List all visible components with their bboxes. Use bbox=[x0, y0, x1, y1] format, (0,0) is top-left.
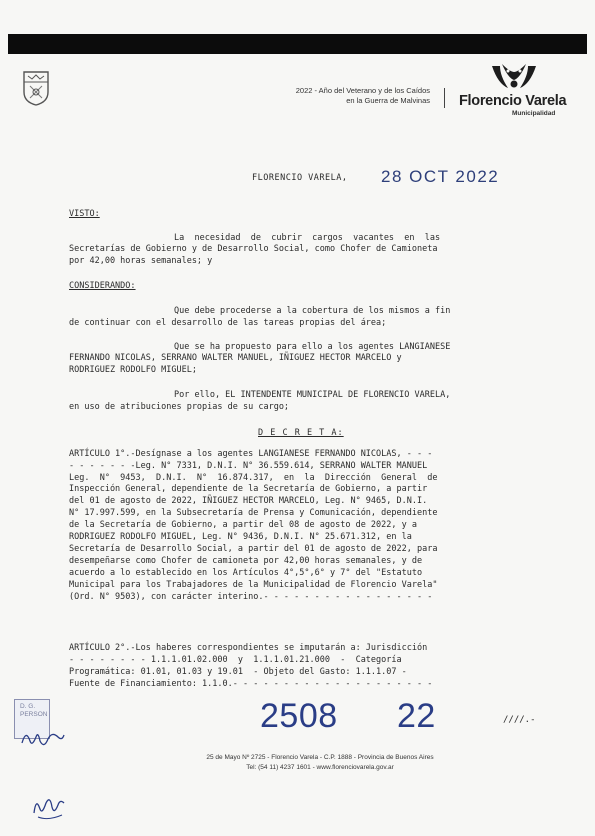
dg-stamp-line-1: D. G. bbox=[20, 703, 36, 710]
article-2-line-1: ARTÍCULO 2°.-Los haberes correspondientes se imputarán a: Jurisdicción bbox=[69, 643, 428, 653]
considerando-heading: CONSIDERANDO: bbox=[69, 281, 136, 291]
visto-line-2: Secretarías de Gobierno y de Desarrollo Social, como Chofer de Camioneta bbox=[69, 244, 438, 254]
brand-name: Florencio Varela bbox=[459, 93, 567, 109]
visto-heading: VISTO: bbox=[69, 209, 100, 219]
decreta-heading: D E C R E T A: bbox=[258, 428, 344, 438]
article-1-line-6: N° 17.997.599, en la Subsecretaría de Prensa y Comunicación, dependiente bbox=[69, 508, 438, 518]
dg-stamp-label bbox=[20, 703, 47, 719]
article-1-line-13: (Ord. N° 9503), con carácter interino.- - - - - - - - - - - - - - - - - bbox=[69, 592, 433, 602]
dg-stamp-line-2: PERSON bbox=[20, 711, 48, 718]
year-motto bbox=[230, 86, 430, 106]
decree-tail-marks: ////.- bbox=[503, 715, 536, 725]
municipal-seal-icon bbox=[22, 70, 50, 106]
considerando-1-line-1: Que debe procederse a la cobertura de los mismos a fin bbox=[174, 306, 451, 316]
considerando-2-line-3: RODRIGUEZ RODOLFO MIGUEL; bbox=[69, 365, 197, 375]
decree-year: 22 bbox=[397, 697, 436, 735]
header-divider bbox=[444, 88, 445, 108]
article-1-line-8: RODRIGUEZ RODOLFO MIGUEL, Leg. N° 9436, D.N.I. N° 25.671.312, en la bbox=[69, 532, 412, 542]
article-2-line-3: Programática: 01.01, 01.03 y 19.01 - Objeto del Gasto: 1.1.1.07 - bbox=[69, 667, 407, 677]
article-1-line-7: de la Secretaría de Gobierno, a partir del 08 de agosto de 2022, y a bbox=[69, 520, 417, 530]
year-motto-line2: en la Guerra de Malvinas bbox=[346, 96, 430, 105]
considerando-1-line-2: de continuar con el desarrollo de las tareas propias del área; bbox=[69, 318, 387, 328]
place-label: FLORENCIO VARELA, bbox=[252, 173, 348, 183]
considerando-2-line-1: Que se ha propuesto para ello a los agentes LANGIANESE bbox=[174, 342, 451, 352]
visto-line-3: por 42,00 horas semanales; y bbox=[69, 256, 213, 266]
decree-number: 2508 bbox=[260, 697, 338, 735]
article-1-line-12: Municipal para los Trabajadores de la Municipalidad de Florencio Varela" bbox=[69, 580, 438, 590]
footer-address: 25 de Mayo Nº 2725 - Florencio Varela - C.P. 1888 - Provincia de Buenos Aires bbox=[206, 754, 434, 761]
date-stamp: 28 OCT 2022 bbox=[381, 167, 500, 186]
article-1-line-10: desempeñarse como Chofer de camioneta por 42,00 horas semanales, y de bbox=[69, 556, 423, 566]
article-1-line-2: - - - - - - -Leg. N° 7331, D.N.I. N° 36.559.614, SERRANO WALTER MANUEL bbox=[69, 461, 428, 471]
footer-contact: Tel: (54 11) 4237 1601 - www.florenciovarela.gov.ar bbox=[246, 764, 394, 771]
article-1-line-4: Inspección General, dependiente de la Secretaría de Gobierno, a partir bbox=[69, 484, 428, 494]
visto-line-1: La necesidad de cubrir cargos vacantes en las bbox=[174, 233, 441, 243]
article-2-line-4: Fuente de Financiamiento: 1.1.0.- - - - - - - - - - - - - - - - - - - - bbox=[69, 679, 433, 689]
brand-subtitle: Municipalidad bbox=[512, 110, 556, 117]
article-1-line-3: Leg. N° 9453, D.N.I. N° 16.874.317, en la Dirección General de bbox=[69, 473, 438, 483]
florencio-varela-logo-icon bbox=[488, 62, 540, 94]
article-2-line-2: - - - - - - - - 1.1.1.01.02.000 y 1.1.1.01.21.000 - Categoría bbox=[69, 655, 402, 665]
considerando-2-line-2: FERNANDO NICOLAS, SERRANO WALTER MANUEL, IÑIGUEZ HECTOR MARCELO y bbox=[69, 353, 402, 363]
handwritten-signature-icon bbox=[28, 785, 68, 825]
article-1-line-5: del 01 de agosto de 2022, IÑIGUEZ HECTOR MARCELO, Leg. N° 9465, D.N.I. bbox=[69, 496, 428, 506]
considerando-3-line-2: en uso de atribuciones propias de su cargo; bbox=[69, 402, 290, 412]
article-1-line-9: Secretaría de Desarrollo Social, a partir del 01 de agosto de 2022, para bbox=[69, 544, 438, 554]
handwritten-initials-icon bbox=[18, 725, 66, 753]
article-1-line-1: ARTÍCULO 1°.-Desígnase a los agentes LANGIANESE FERNANDO NICOLAS, - - - bbox=[69, 449, 433, 459]
year-motto-line1: 2022 - Año del Veterano y de los Caídos bbox=[295, 86, 430, 95]
considerando-3-line-1: Por ello, EL INTENDENTE MUNICIPAL DE FLORENCIO VARELA, bbox=[174, 390, 451, 400]
article-1-line-11: acuerdo a lo establecido en los Artículos 4°,5°,6° y 7° del "Estatuto bbox=[69, 568, 423, 578]
scan-black-bar bbox=[8, 34, 587, 54]
